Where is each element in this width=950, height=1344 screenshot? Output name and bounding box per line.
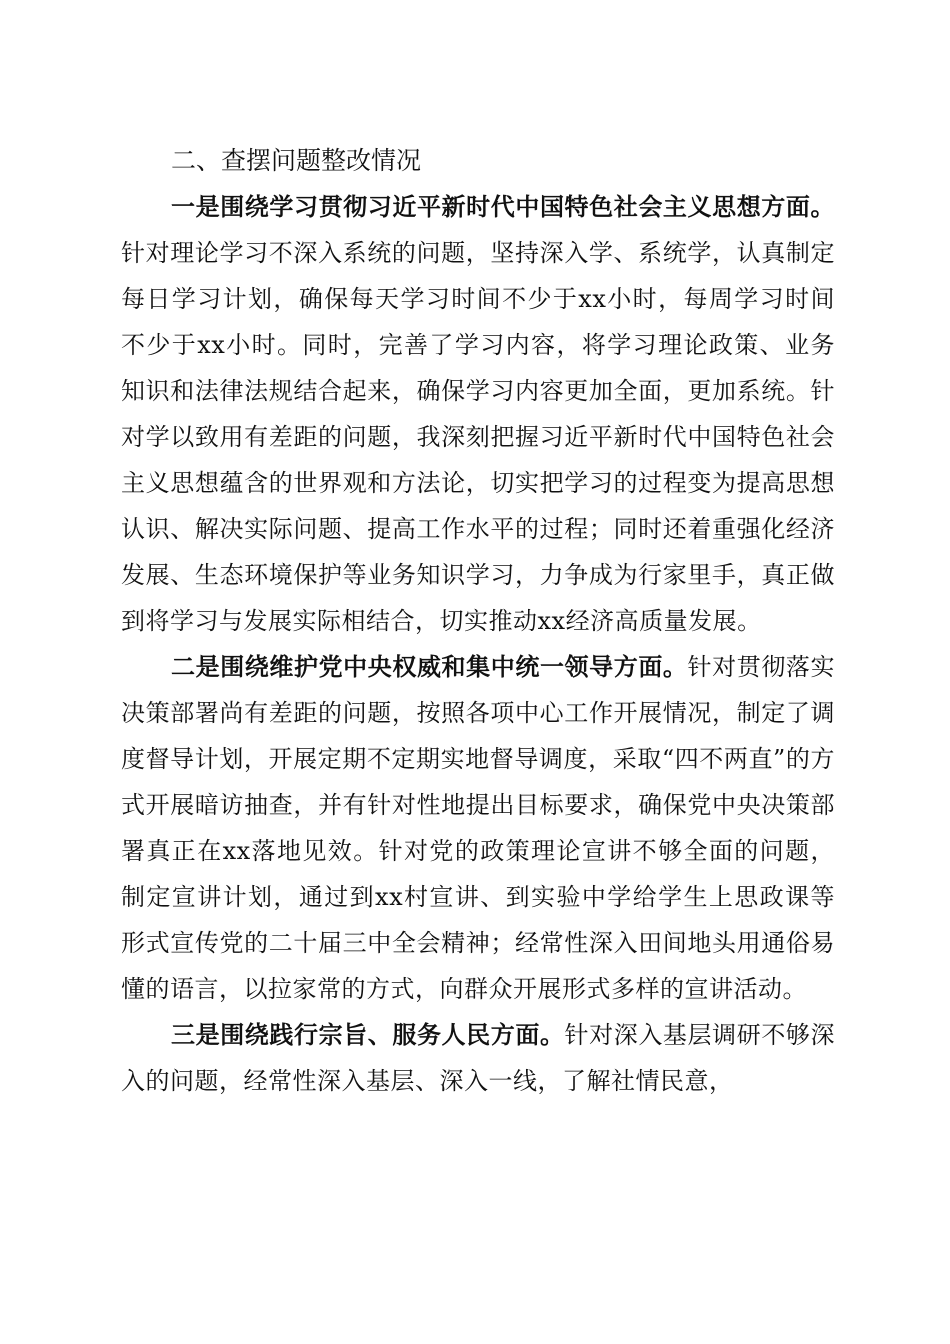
paragraph-3-body: 针对深入基层调研不够深入的问题，经常性深入基层、深入一线，了解社情民意， — [121, 1021, 836, 1095]
document-body — [121, 138, 835, 1104]
paragraph-3 — [121, 1012, 835, 1104]
paragraph-2-lead: 二是围绕维护党中央权威和集中统一领导方面。 — [171, 653, 688, 681]
section-heading: 二、查摆问题整改情况 — [171, 146, 422, 175]
paragraph-1-body: 针对理论学习不深入系统的问题，坚持深入学、系统学，认真制定每日学习计划，确保每天学习时间不少于xx小时，每周学习时间不少于xx小时。同时，完善了学习内容，将学习理论政策、业务知识和法律法规结合起来，确保学习内容更加全面，更加系统。针对学以致用有差距的问题，我深刻把握习近平新时代中国特色社会主义思想蕴含的世界观和方法论，切实把学习的过程变为提高思想认识、解决实际问题、提高工作水平的过程；同时还着重强化经济发展、生态环境保护等业务知识学习，力争成为行家里手，真正做到将学习与发展实际相结合，切实推动xx经济高质量发展。 — [121, 239, 835, 635]
paragraph-1-lead: 一是围绕学习贯彻习近平新时代中国特色社会主义思想方面。 — [171, 193, 835, 221]
paragraph-3-lead: 三是围绕践行宗旨、服务人民方面。 — [171, 1021, 565, 1049]
paragraph-2-body: 针对贯彻落实决策部署尚有差距的问题，按照各项中心工作开展情况，制定了调度督导计划，开展定期不定期实地督导调度，采取“四不两直”的方式开展暗访抽查，并有针对性地提出目标要求，确保党中央决策部署真正在xx落地见效。针对党的政策理论宣讲不够全面的问题，制定宣讲计划，通过到xx村宣讲、到实验中学给学生上思政课等形式宣传党的二十届三中全会精神；经常性深入田间地头用通俗易懂的语言，以拉家常的方式，向群众开展形式多样的宣讲活动。 — [121, 653, 836, 1003]
paragraph-2 — [121, 644, 835, 1012]
paragraph-1 — [121, 184, 835, 644]
